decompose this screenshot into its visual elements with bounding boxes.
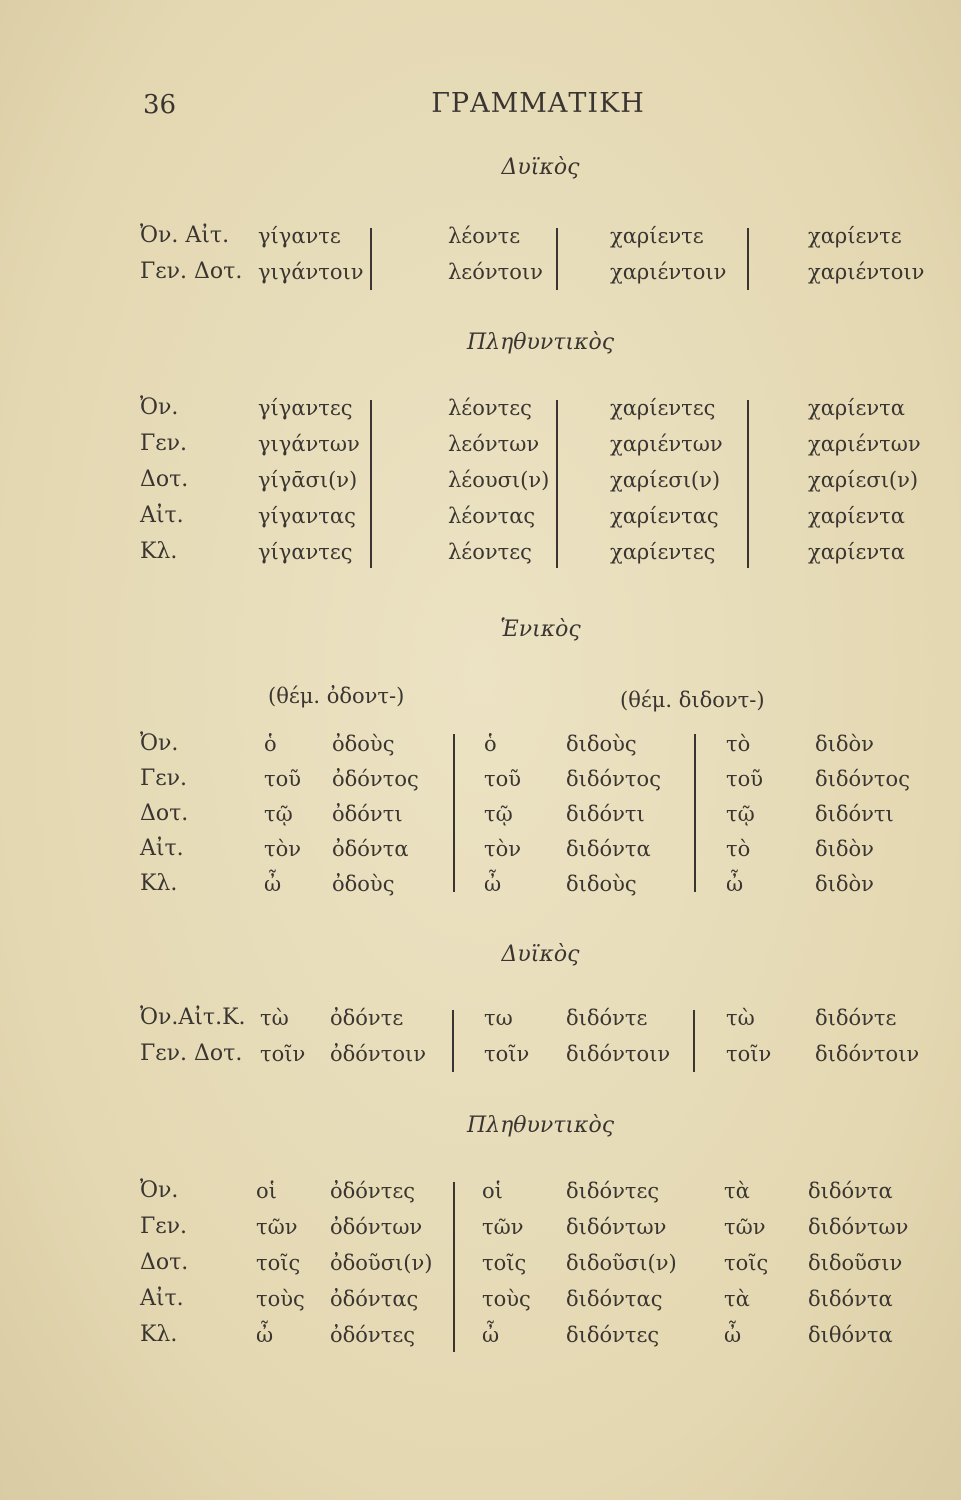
case-label: Κλ.: [140, 539, 178, 564]
case-label: Κλ.: [140, 871, 178, 896]
article-cell: οἱ: [256, 1179, 277, 1203]
form-cell: διδοῦσι(ν): [566, 1251, 677, 1275]
s1-dual-col-3: [610, 220, 726, 292]
form-cell: ὀδόντε: [330, 1006, 404, 1030]
case-label: Κλ.: [140, 1322, 178, 1347]
form-cell: διδοῦσιν: [808, 1251, 903, 1275]
column-rule: [693, 1010, 695, 1072]
stem-note-didont: (θέμ. διδοντ-): [620, 688, 765, 712]
article-cell: τὰ: [724, 1287, 750, 1311]
heading-plural-2: Πληθυντικὸς: [466, 1113, 615, 1138]
form-cell: διδόντα: [808, 1287, 893, 1311]
form-cell: διδόντας: [566, 1287, 663, 1311]
article-cell: τῷ: [264, 802, 293, 826]
article-cell: τοῖν: [726, 1042, 772, 1066]
form-cell: γίγᾱσι(ν): [258, 468, 358, 492]
case-label: Γεν. Δοτ.: [140, 259, 243, 284]
s1-plural-col-1: [258, 392, 360, 572]
heading-dual-1: Δυϊκὸς: [501, 155, 580, 180]
article-cell: ὦ: [484, 872, 502, 896]
form-cell: ὀδόντες: [330, 1323, 415, 1347]
form-cell: διδόντα: [566, 837, 651, 861]
form-cell: ὀδοὺς: [332, 732, 395, 756]
form-cell: διδόντι: [815, 802, 894, 826]
s2-dual-forms-1: [330, 1002, 426, 1074]
form-cell: χαρίεντε: [808, 224, 902, 248]
form-cell: γίγαντε: [258, 224, 341, 248]
form-cell: χαρίεσι(ν): [808, 468, 919, 492]
article-cell: τοῖν: [260, 1042, 306, 1066]
form-cell: λέοντας: [448, 504, 536, 528]
form-cell: χαριέντοιν: [610, 260, 727, 284]
s2-plural-articles-1: [256, 1175, 305, 1355]
article-cell: οἱ: [482, 1179, 503, 1203]
article-cell: τῷ: [726, 802, 755, 826]
column-rule: [556, 228, 558, 290]
s2-dual-articles-1: [260, 1002, 305, 1074]
article-cell: τοῦ: [484, 767, 522, 791]
form-cell: ὀδοῦσι(ν): [330, 1251, 433, 1275]
form-cell: χαρίεντα: [808, 504, 905, 528]
s1-plural-labels: [140, 392, 188, 572]
article-cell: τῶν: [724, 1215, 766, 1239]
form-cell: γιγάντοιν: [258, 260, 364, 284]
s2-plural-articles-2: [482, 1175, 531, 1355]
form-cell: διδὸν: [815, 837, 874, 861]
s2-singular-forms-2: [566, 728, 661, 903]
form-cell: χαριέντοιν: [808, 260, 925, 284]
form-cell: διδόντες: [566, 1323, 660, 1347]
s2-dual-labels: [140, 1002, 246, 1074]
form-cell: χαριέντων: [610, 432, 723, 456]
article-cell: τῶν: [256, 1215, 298, 1239]
case-label: Ὀν.: [140, 1178, 179, 1203]
case-label: Δοτ.: [140, 1250, 189, 1275]
form-cell: διδοὺς: [566, 732, 637, 756]
article-cell: ὁ: [264, 732, 277, 756]
form-cell: διδόντε: [566, 1006, 648, 1030]
s2-singular-forms-1: [332, 728, 419, 903]
article-cell: τοῖς: [256, 1251, 301, 1275]
form-cell: χαρίεντας: [610, 504, 719, 528]
article-cell: τῷ: [484, 802, 513, 826]
case-label: Αἰτ.: [140, 503, 184, 528]
column-rule: [453, 1182, 455, 1352]
s1-plural-col-2: [448, 392, 549, 572]
column-rule: [452, 1010, 454, 1072]
article-cell: τὸν: [264, 837, 302, 861]
form-cell: διδόντων: [566, 1215, 667, 1239]
column-rule: [370, 228, 372, 290]
s2-singular-forms-3: [815, 728, 910, 903]
form-cell: χαρίεντες: [610, 396, 716, 420]
form-cell: διδὸν: [815, 732, 874, 756]
form-cell: χαριέντων: [808, 432, 921, 456]
case-label: Δοτ.: [140, 467, 189, 492]
s2-plural-labels: [140, 1175, 188, 1355]
article-cell: ὦ: [726, 872, 744, 896]
form-cell: ὀδόντων: [330, 1215, 423, 1239]
stem-note-odont: (θέμ. ὀδοντ-): [268, 684, 405, 708]
form-cell: διδόντα: [808, 1179, 893, 1203]
s2-singular-labels: [140, 728, 188, 903]
form-cell: λέοντες: [448, 540, 532, 564]
article-cell: τοῖς: [482, 1251, 527, 1275]
form-cell: χαρίεσι(ν): [610, 468, 721, 492]
article-cell: ὁ: [484, 732, 497, 756]
case-label: Ὀν.: [140, 731, 179, 756]
s1-dual-col-1: [258, 220, 364, 292]
form-cell: ὀδόντος: [332, 767, 419, 791]
column-rule: [370, 400, 372, 568]
form-cell: ὀδόντες: [330, 1179, 415, 1203]
article-cell: τοῦ: [726, 767, 764, 791]
case-label: Γεν.: [140, 1214, 188, 1239]
s1-plural-col-4: [808, 392, 921, 572]
form-cell: λέουσι(ν): [448, 468, 550, 492]
article-cell: τὸ: [726, 837, 751, 861]
form-cell: γιγάντων: [258, 432, 360, 456]
s2-singular-articles-2: [484, 728, 521, 903]
case-label: Γεν. Δοτ.: [140, 1041, 243, 1066]
article-cell: τὸν: [484, 837, 522, 861]
running-title: ΓΡΑΜΜΑΤΙΚΗ: [431, 88, 645, 119]
form-cell: λέοντε: [448, 224, 521, 248]
article-cell: τοὺς: [256, 1287, 305, 1311]
article-cell: τῶν: [482, 1215, 524, 1239]
article-cell: τὼ: [260, 1006, 289, 1030]
form-cell: διθόντα: [808, 1323, 893, 1347]
s2-dual-articles-2: [484, 1002, 529, 1074]
form-cell: γίγαντες: [258, 540, 353, 564]
form-cell: διδόντε: [815, 1006, 897, 1030]
case-label: Αἰτ.: [140, 836, 184, 861]
case-label: Ὀν. Αἰτ.: [140, 223, 230, 248]
column-rule: [747, 228, 749, 290]
s2-dual-articles-3: [726, 1002, 771, 1074]
s2-plural-forms-1: [330, 1175, 432, 1355]
case-label: Αἰτ.: [140, 1286, 184, 1311]
form-cell: ὀδοὺς: [332, 872, 395, 896]
article-cell: ὦ: [264, 872, 282, 896]
column-rule: [694, 734, 696, 892]
form-cell: διδόντι: [566, 802, 645, 826]
article-cell: τοὺς: [482, 1287, 531, 1311]
form-cell: χαρίεντα: [808, 396, 905, 420]
form-cell: λεόντων: [448, 432, 540, 456]
s2-singular-articles-1: [264, 728, 301, 903]
form-cell: διδόντων: [808, 1215, 909, 1239]
form-cell: ὀδόντα: [332, 837, 409, 861]
case-label: Γεν.: [140, 431, 188, 456]
form-cell: χαρίεντα: [808, 540, 905, 564]
article-cell: ὦ: [724, 1323, 742, 1347]
heading-singular: Ἑνικὸς: [500, 617, 581, 642]
form-cell: ὀδόντοιν: [330, 1042, 426, 1066]
column-rule: [747, 400, 749, 568]
column-rule: [453, 734, 455, 892]
case-label: Γεν.: [140, 766, 188, 791]
form-cell: διδόντοιν: [566, 1042, 671, 1066]
form-cell: διδὸν: [815, 872, 874, 896]
column-rule: [556, 400, 558, 568]
form-cell: γίγαντας: [258, 504, 356, 528]
page-number: 36: [143, 90, 177, 120]
article-cell: τοῦ: [264, 767, 302, 791]
s2-dual-forms-2: [566, 1002, 670, 1074]
article-cell: τω: [484, 1006, 513, 1030]
s1-plural-col-3: [610, 392, 723, 572]
form-cell: γίγαντες: [258, 396, 353, 420]
form-cell: λεόντοιν: [448, 260, 543, 284]
form-cell: χαρίεντε: [610, 224, 704, 248]
s2-plural-articles-3: [724, 1175, 768, 1355]
form-cell: διδόντος: [566, 767, 661, 791]
s1-dual-col-2: [448, 220, 543, 292]
form-cell: διδόντοιν: [815, 1042, 920, 1066]
heading-plural-1: Πληθυντικὸς: [466, 330, 615, 355]
form-cell: διδόντες: [566, 1179, 660, 1203]
form-cell: διδοὺς: [566, 872, 637, 896]
form-cell: χαρίεντες: [610, 540, 716, 564]
s2-plural-forms-2: [566, 1175, 677, 1355]
s1-dual-labels: [140, 220, 242, 292]
case-label: Ὀν.: [140, 395, 179, 420]
article-cell: ὦ: [256, 1323, 274, 1347]
article-cell: ὦ: [482, 1323, 500, 1347]
case-label: Δοτ.: [140, 801, 189, 826]
article-cell: τοῖν: [484, 1042, 530, 1066]
s2-singular-articles-3: [726, 728, 763, 903]
form-cell: λέοντες: [448, 396, 532, 420]
s1-dual-col-4: [808, 220, 924, 292]
form-cell: ὀδόντας: [330, 1287, 419, 1311]
form-cell: ὀδόντι: [332, 802, 403, 826]
heading-dual-2: Δυϊκὸς: [501, 942, 580, 967]
case-label: Ὀν.Αἰτ.Κ.: [140, 1005, 246, 1030]
article-cell: τὼ: [726, 1006, 755, 1030]
article-cell: τὸ: [726, 732, 751, 756]
article-cell: τοῖς: [724, 1251, 769, 1275]
s2-plural-forms-3: [808, 1175, 908, 1355]
article-cell: τὰ: [724, 1179, 750, 1203]
s2-dual-forms-3: [815, 1002, 919, 1074]
form-cell: διδόντος: [815, 767, 910, 791]
